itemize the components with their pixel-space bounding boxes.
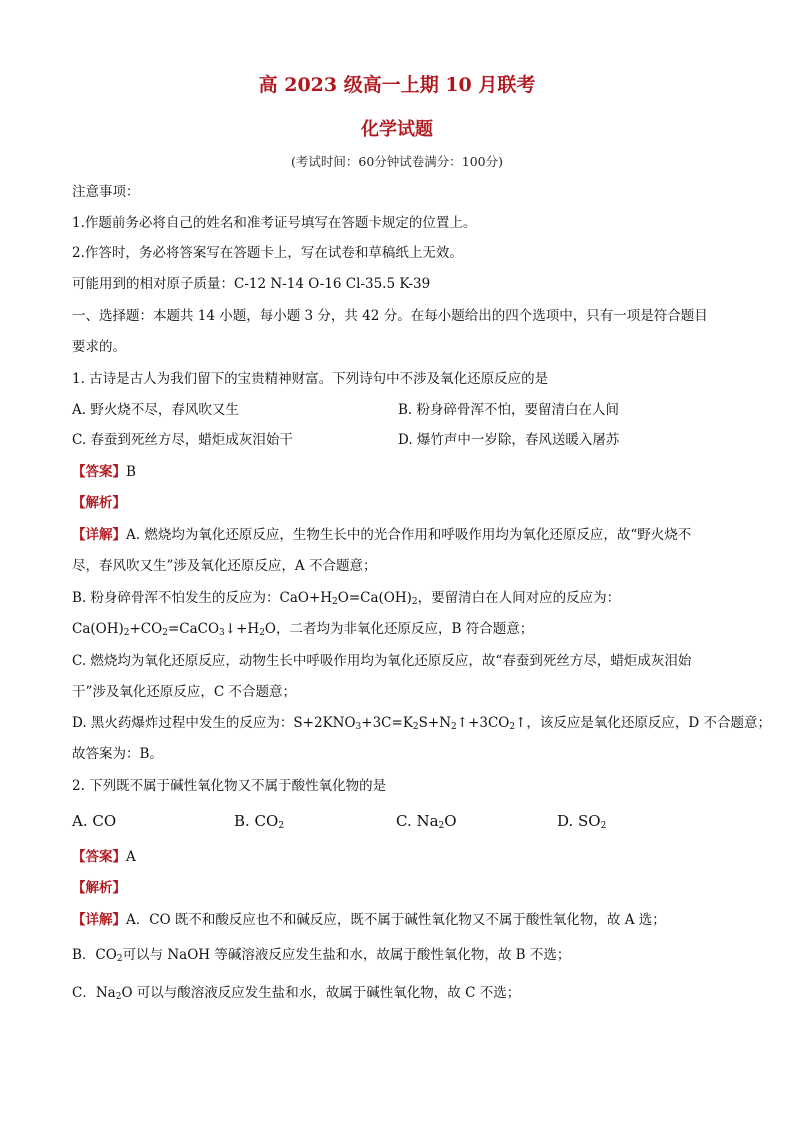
text: ↓+H xyxy=(224,621,260,637)
option-text: A. CO xyxy=(72,812,117,830)
answer-label: 【答案】 xyxy=(72,464,126,480)
q1-option-b: B. 粉身碎骨浑不怕，要留清白在人间 xyxy=(398,402,620,418)
q2-analysis-label xyxy=(72,879,126,897)
text: D. 黑火药爆炸过程中发生的反应为：S+2KNO xyxy=(72,715,356,731)
detail-text: A. 燃烧均为氧化还原反应，生物生长中的光合作用和呼吸作用均为氧化还原反应，故“野火烧不 xyxy=(126,527,692,543)
subscript: 2 xyxy=(278,821,285,831)
answer-value: A xyxy=(126,849,136,865)
text: O=Ca(OH) xyxy=(337,590,412,606)
exam-info: (考试时间：60分钟试卷满分：100分) xyxy=(290,154,504,169)
analysis-label: 【解析】 xyxy=(72,880,126,896)
q1-answer xyxy=(72,463,136,481)
option-text: D. SO xyxy=(557,812,601,830)
text: +CO xyxy=(129,621,163,637)
note-item-2: 2.作答时，务必将答案写在答题卡上，写在试卷和草稿纸上无效。 xyxy=(72,245,463,261)
text: B. 粉身碎骨浑不怕发生的反应为：CaO+H xyxy=(72,590,333,606)
detail-text: A．CO 既不和酸反应也不和碱反应，既不属于碱性氧化物又不属于酸性氧化物，故 A 选； xyxy=(126,912,666,928)
subscript: 2 xyxy=(116,954,123,964)
q2-option-b xyxy=(234,812,284,835)
answer-value: B xyxy=(126,464,136,480)
q2-detail-2 xyxy=(72,946,570,968)
q2-answer xyxy=(72,848,136,866)
q1-analysis-label xyxy=(72,494,126,512)
subscript: 2 xyxy=(259,628,265,638)
text: O 可以与酸溶液反应发生盐和水，故属于碱性氧化物，故 C 不选； xyxy=(121,985,521,1001)
subscript: 2 xyxy=(509,722,516,732)
subscript: 2 xyxy=(600,821,607,831)
detail-label: 【详解】 xyxy=(72,527,126,543)
subscript: 2 xyxy=(332,597,338,607)
subscript: 2 xyxy=(451,722,457,732)
subscript: 2 xyxy=(412,722,419,732)
subscript: 2 xyxy=(115,992,122,1002)
answer-label: 【答案】 xyxy=(72,849,126,865)
section1-line1: 一、选择题：本题共 14 小题，每小题 3 分，共 42 分。在每小题给出的四个选项中，只有一项是符合题目 xyxy=(72,308,708,324)
q1-detail-6: 干”涉及氧化还原反应，C 不合题意； xyxy=(72,684,297,700)
text: ，要留清白在人间对应的反应为： xyxy=(417,590,621,606)
q1-detail-4 xyxy=(72,620,533,642)
note-item-1: 1.作题前务必将自己的姓名和准考证号填写在答题卡规定的位置上。 xyxy=(72,215,477,231)
q1-detail-5: C. 燃烧均为氧化还原反应，动物生长中呼吸作用均为氧化还原反应，故“春蚕到死丝方尽，蜡炬成灰泪始 xyxy=(72,653,692,669)
q2-option-c xyxy=(396,812,457,835)
q1-option-c: C. 春蚕到死丝方尽，蜡炬成灰泪始干 xyxy=(72,432,293,448)
subscript: 2 xyxy=(438,821,445,831)
analysis-label: 【解析】 xyxy=(72,495,126,511)
text: +3C=K xyxy=(361,715,413,731)
text: =CaCO xyxy=(167,621,220,637)
subscript: 2 xyxy=(411,597,418,607)
detail-label: 【详解】 xyxy=(72,912,126,928)
subscript: 3 xyxy=(219,628,225,638)
q2-detail-1 xyxy=(72,911,666,929)
text: C．Na xyxy=(72,985,116,1001)
text: B．CO xyxy=(72,947,117,963)
q2-stem: 2. 下列既不属于碱性氧化物又不属于酸性氧化物的是 xyxy=(72,778,387,794)
subscript: 2 xyxy=(123,628,130,638)
atomic-mass-line: 可能用到的相对原子质量：C-12 N-14 O-16 Cl-35.5 K-39 xyxy=(72,276,431,292)
text: Ca(OH) xyxy=(72,621,124,637)
notes-heading: 注意事项： xyxy=(72,184,140,200)
q1-stem: 1. 古诗是古人为我们留下的宝贵精神财富。下列诗句中不涉及氧化还原反应的是 xyxy=(72,371,549,387)
option-text: C. Na xyxy=(396,812,439,830)
text: O，二者均为非氧化还原反应，B 符合题意； xyxy=(264,621,534,637)
q1-option-d: D. 爆竹声中一岁除，春风送暖入屠苏 xyxy=(398,432,620,448)
text: ↑，该反应是氧化还原反应，D 不合题意； xyxy=(515,715,772,731)
q2-option-d xyxy=(557,812,606,835)
q1-detail-8: 故答案为：B。 xyxy=(72,746,163,762)
q1-detail-7 xyxy=(72,714,771,736)
q1-detail-2: 尽，春风吹又生”涉及氧化还原反应，A 不合题意； xyxy=(72,558,377,574)
q1-detail-3 xyxy=(72,589,620,611)
subject-title: 化学试题 xyxy=(361,119,433,140)
section1-line2: 要求的。 xyxy=(72,339,126,355)
text: ↑+3CO xyxy=(456,715,510,731)
text: S+N xyxy=(418,715,452,731)
q2-option-a xyxy=(72,812,116,831)
q1-detail-1 xyxy=(72,526,691,544)
text: 可以与 NaOH 等碱溶液反应发生盐和水，故属于酸性氧化物，故 B 不选； xyxy=(122,947,571,963)
q1-option-a: A. 野火烧不尽，春风吹又生 xyxy=(72,402,239,418)
q2-detail-3 xyxy=(72,984,520,1006)
option-text: B. CO xyxy=(234,812,279,830)
subscript: 2 xyxy=(162,628,168,638)
subscript: 3 xyxy=(355,722,362,732)
exam-title: 高 2023 级高一上期 10 月联考 xyxy=(258,74,536,96)
option-text: O xyxy=(444,812,457,830)
